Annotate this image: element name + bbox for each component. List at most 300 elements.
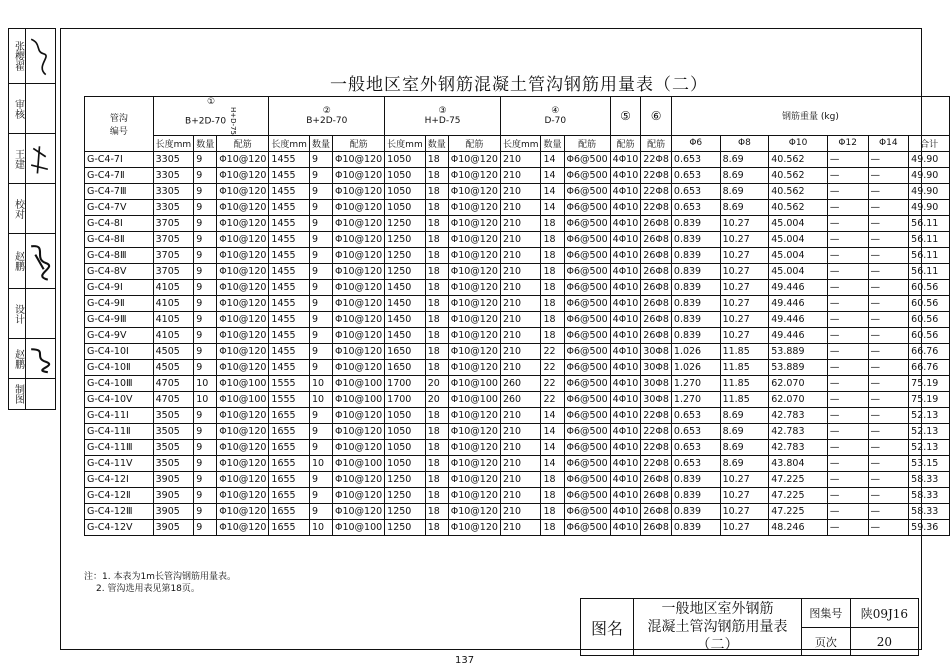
table-cell: 18 — [541, 263, 564, 279]
table-cell: 3905 — [153, 487, 194, 503]
table-cell: 22Φ8 — [641, 455, 672, 471]
table-cell: 14 — [541, 151, 564, 167]
table-cell: 58.33 — [909, 471, 950, 487]
table-cell: 4Φ10 — [610, 343, 641, 359]
table-cell: 58.33 — [909, 487, 950, 503]
table-row — [85, 407, 950, 423]
table-cell: 30Φ8 — [641, 391, 672, 407]
table-cell: Φ10@120 — [217, 359, 269, 375]
table-cell: 22Φ8 — [641, 199, 672, 215]
sidebar-cell — [9, 184, 55, 234]
table-cell: 10 — [309, 375, 332, 391]
table-cell: 1.026 — [671, 343, 720, 359]
table-cell: Φ10@120 — [217, 215, 269, 231]
table-cell: Φ6@500 — [564, 151, 610, 167]
table-cell: Φ10@120 — [448, 503, 500, 519]
table-cell: 210 — [500, 311, 541, 327]
table-cell: 1250 — [385, 263, 426, 279]
table-cell: 45.004 — [769, 231, 828, 247]
table-cell: 26Φ8 — [641, 519, 672, 535]
table-cell: 1650 — [385, 343, 426, 359]
table-cell: 4Φ10 — [610, 423, 641, 439]
table-cell: 60.56 — [909, 295, 950, 311]
table-cell: Φ6@500 — [564, 503, 610, 519]
table-cell: 49.90 — [909, 199, 950, 215]
table-cell: 1455 — [269, 343, 310, 359]
table-cell: 210 — [500, 359, 541, 375]
table-cell: 53.889 — [769, 343, 828, 359]
table-cell: 9 — [194, 487, 217, 503]
table-cell: 4105 — [153, 311, 194, 327]
table-cell: 22Φ8 — [641, 407, 672, 423]
table-cell: 10.27 — [720, 471, 769, 487]
table-cell: 9 — [309, 215, 332, 231]
table-cell: 49.90 — [909, 167, 950, 183]
row-code-cell: G-C4-10Ⅲ — [85, 375, 154, 391]
table-cell: 22 — [541, 391, 564, 407]
table-cell: 4Φ10 — [610, 327, 641, 343]
table-cell: 47.225 — [769, 487, 828, 503]
table-cell: 210 — [500, 455, 541, 471]
table-cell: — — [827, 439, 868, 455]
table-cell: 26Φ8 — [641, 327, 672, 343]
table-cell: 1050 — [385, 439, 426, 455]
table-cell: 42.783 — [769, 407, 828, 423]
table-cell: 8.69 — [720, 183, 769, 199]
table-cell: Φ10@120 — [448, 487, 500, 503]
table-cell: — — [827, 199, 868, 215]
table-cell: Φ10@120 — [448, 199, 500, 215]
table-cell: 9 — [194, 167, 217, 183]
table-cell: 1655 — [269, 487, 310, 503]
table-cell: — — [827, 503, 868, 519]
table-cell: 0.653 — [671, 455, 720, 471]
table-cell: 4Φ10 — [610, 183, 641, 199]
table-cell: 1455 — [269, 183, 310, 199]
table-cell: — — [827, 423, 868, 439]
table-cell: 22Φ8 — [641, 151, 672, 167]
table-row — [85, 327, 950, 343]
table-cell: 1655 — [269, 471, 310, 487]
table-cell: 18 — [425, 247, 448, 263]
table-cell: 1700 — [385, 391, 426, 407]
table-cell: 42.783 — [769, 439, 828, 455]
table-cell: 9 — [309, 327, 332, 343]
table-cell: — — [868, 471, 909, 487]
table-cell: 18 — [425, 199, 448, 215]
table-cell: Φ10@120 — [217, 263, 269, 279]
table-cell: — — [868, 487, 909, 503]
subheader-cell: Φ14 — [868, 135, 909, 151]
table-row — [85, 311, 950, 327]
table-cell: 18 — [541, 311, 564, 327]
table-cell: 56.11 — [909, 231, 950, 247]
table-cell: Φ10@100 — [217, 391, 269, 407]
table-cell: 4Φ10 — [610, 375, 641, 391]
titleblock-name-line: 混凝土管沟钢筋用量表（二） — [647, 619, 788, 653]
table-row — [85, 183, 950, 199]
table-cell: 9 — [309, 439, 332, 455]
table-cell: 22 — [541, 359, 564, 375]
table-cell: 0.839 — [671, 247, 720, 263]
table-cell: 26Φ8 — [641, 311, 672, 327]
sidebar-cell — [9, 289, 55, 339]
table-cell: 4Φ10 — [610, 151, 641, 167]
signature-image — [27, 343, 52, 376]
table-cell: Φ10@120 — [332, 439, 384, 455]
table-cell: 1050 — [385, 199, 426, 215]
table-cell: Φ10@120 — [448, 455, 500, 471]
table-cell: 9 — [194, 215, 217, 231]
row-code-cell: G-C4-8Ⅴ — [85, 263, 154, 279]
table-cell: 40.562 — [769, 183, 828, 199]
table-cell: Φ6@500 — [564, 279, 610, 295]
table-cell: 9 — [309, 151, 332, 167]
table-cell: 210 — [500, 167, 541, 183]
subheader-cell: 配筋 — [332, 135, 384, 151]
table-cell: 1455 — [269, 327, 310, 343]
table-cell: — — [868, 151, 909, 167]
table-cell: 30Φ8 — [641, 343, 672, 359]
table-cell: Φ10@120 — [217, 151, 269, 167]
table-cell: 1555 — [269, 375, 310, 391]
page-number: 137 — [455, 655, 475, 666]
table-cell: 1050 — [385, 455, 426, 471]
table-row — [85, 519, 950, 535]
table-cell: Φ10@120 — [448, 519, 500, 535]
table-cell: — — [868, 423, 909, 439]
table-cell: Φ10@120 — [217, 199, 269, 215]
table-cell: 9 — [194, 327, 217, 343]
table-cell: 1455 — [269, 295, 310, 311]
table-cell: 14 — [541, 455, 564, 471]
table-cell: 9 — [194, 343, 217, 359]
table-cell: 9 — [309, 279, 332, 295]
table-row — [85, 215, 950, 231]
table-cell: 4Φ10 — [610, 215, 641, 231]
row-code-cell: G-C4-11Ⅰ — [85, 407, 154, 423]
subheader-cell: Φ6 — [671, 135, 720, 151]
table-cell: Φ10@120 — [217, 519, 269, 535]
table-cell: Φ10@120 — [448, 151, 500, 167]
table-cell: 10.27 — [720, 487, 769, 503]
table-cell: 9 — [194, 279, 217, 295]
table-cell: 52.13 — [909, 423, 950, 439]
table-cell: 4Φ10 — [610, 439, 641, 455]
table-cell: 9 — [194, 247, 217, 263]
subheader-cell: 合计 — [909, 135, 950, 151]
table-cell: 4Φ10 — [610, 279, 641, 295]
table-cell: 3505 — [153, 439, 194, 455]
table-cell: Φ10@120 — [217, 471, 269, 487]
table-cell: 0.839 — [671, 215, 720, 231]
table-cell: 10.27 — [720, 279, 769, 295]
approval-sidebar — [8, 28, 56, 410]
table-cell: 210 — [500, 487, 541, 503]
table-cell: 18 — [425, 151, 448, 167]
table-cell: 18 — [425, 423, 448, 439]
group-number: ③ — [438, 105, 447, 116]
table-cell: — — [827, 279, 868, 295]
sidebar-cell — [9, 84, 55, 134]
table-cell: 9 — [194, 231, 217, 247]
table-cell: — — [868, 263, 909, 279]
header-row — [85, 97, 950, 136]
table-row — [85, 423, 950, 439]
table-cell: 260 — [500, 375, 541, 391]
table-cell: 1455 — [269, 215, 310, 231]
table-cell: 9 — [194, 407, 217, 423]
table-cell: — — [827, 487, 868, 503]
table-cell: Φ10@120 — [332, 279, 384, 295]
table-cell: 9 — [309, 503, 332, 519]
table-cell: — — [827, 375, 868, 391]
sidebar-cell — [9, 134, 55, 184]
table-cell: 1050 — [385, 423, 426, 439]
table-cell: 3905 — [153, 471, 194, 487]
row-code-cell: G-C4-7Ⅰ — [85, 151, 154, 167]
table-cell: 9 — [309, 471, 332, 487]
table-row — [85, 471, 950, 487]
table-row — [85, 391, 950, 407]
table-cell: 60.56 — [909, 279, 950, 295]
table-cell: 1655 — [269, 455, 310, 471]
table-cell: Φ10@120 — [448, 279, 500, 295]
table-cell: 30Φ8 — [641, 375, 672, 391]
table-cell: 10 — [194, 391, 217, 407]
table-cell: 22Φ8 — [641, 439, 672, 455]
table-cell: 3305 — [153, 199, 194, 215]
table-cell: Φ10@120 — [217, 295, 269, 311]
table-cell: 1250 — [385, 487, 426, 503]
table-cell: — — [868, 343, 909, 359]
signature-image — [27, 33, 52, 81]
table-cell: Φ6@500 — [564, 407, 610, 423]
col-group-2 — [269, 97, 385, 136]
table-cell: 0.839 — [671, 471, 720, 487]
table-cell: 210 — [500, 151, 541, 167]
row-code-cell: G-C4-8Ⅱ — [85, 231, 154, 247]
table-cell: Φ10@120 — [332, 247, 384, 263]
table-cell: 210 — [500, 279, 541, 295]
table-row — [85, 247, 950, 263]
table-cell: 18 — [541, 327, 564, 343]
table-cell: 62.070 — [769, 375, 828, 391]
sidebar-label: 张樱翟 — [11, 29, 26, 83]
table-cell: 4Φ10 — [610, 519, 641, 535]
table-row — [85, 359, 950, 375]
table-cell: 22 — [541, 343, 564, 359]
table-cell: 3505 — [153, 423, 194, 439]
table-cell: 1455 — [269, 263, 310, 279]
table-cell: 10 — [309, 519, 332, 535]
table-cell: 10 — [309, 391, 332, 407]
group-formula: B+2D-70 — [306, 115, 348, 126]
subheader-cell: Φ8 — [720, 135, 769, 151]
sidebar-cell — [9, 234, 55, 289]
table-cell: 3705 — [153, 247, 194, 263]
table-cell: 1450 — [385, 311, 426, 327]
table-cell: Φ10@120 — [217, 183, 269, 199]
table-cell: 49.446 — [769, 279, 828, 295]
row-code-cell: G-C4-11Ⅱ — [85, 423, 154, 439]
table-cell: 18 — [541, 231, 564, 247]
table-cell: 10.27 — [720, 215, 769, 231]
table-cell: 210 — [500, 199, 541, 215]
table-cell: 9 — [194, 295, 217, 311]
table-cell: 0.839 — [671, 327, 720, 343]
group-side-formula: H+D-75 — [229, 107, 237, 135]
table-cell: 26Φ8 — [641, 471, 672, 487]
table-cell: Φ6@500 — [564, 343, 610, 359]
table-cell: Φ6@500 — [564, 327, 610, 343]
table-cell: 45.004 — [769, 247, 828, 263]
table-cell: 53.889 — [769, 359, 828, 375]
table-cell: 9 — [309, 231, 332, 247]
table-cell: 1.026 — [671, 359, 720, 375]
table-cell: 4Φ10 — [610, 407, 641, 423]
table-cell: 26Φ8 — [641, 279, 672, 295]
table-cell: 26Φ8 — [641, 487, 672, 503]
table-cell: 18 — [425, 471, 448, 487]
table-cell: 18 — [541, 487, 564, 503]
table-cell: 4Φ10 — [610, 311, 641, 327]
table-cell: — — [868, 311, 909, 327]
table-cell: Φ6@500 — [564, 359, 610, 375]
table-cell: 0.839 — [671, 295, 720, 311]
table-cell: 47.225 — [769, 503, 828, 519]
table-cell: 14 — [541, 423, 564, 439]
table-cell: 49.446 — [769, 327, 828, 343]
table-cell: 1455 — [269, 311, 310, 327]
table-cell: 11.85 — [720, 391, 769, 407]
table-cell: Φ10@120 — [448, 423, 500, 439]
table-cell: 260 — [500, 391, 541, 407]
row-code-cell: G-C4-8Ⅰ — [85, 215, 154, 231]
table-cell: 40.562 — [769, 167, 828, 183]
table-cell: 1250 — [385, 519, 426, 535]
col-group-6: ⑥ — [641, 97, 672, 136]
table-cell: 1050 — [385, 407, 426, 423]
table-cell: 11.85 — [720, 343, 769, 359]
table-cell: — — [868, 231, 909, 247]
table-cell: 4705 — [153, 375, 194, 391]
table-cell: 48.246 — [769, 519, 828, 535]
table-cell: 210 — [500, 183, 541, 199]
table-cell: 14 — [541, 439, 564, 455]
table-cell: 9 — [194, 519, 217, 535]
col-group-3 — [385, 97, 501, 136]
table-cell: 40.562 — [769, 151, 828, 167]
table-cell: 210 — [500, 215, 541, 231]
table-cell: 210 — [500, 343, 541, 359]
row-code-cell: G-C4-9Ⅲ — [85, 311, 154, 327]
table-cell: 9 — [194, 455, 217, 471]
row-code-cell: G-C4-10Ⅱ — [85, 359, 154, 375]
table-cell: Φ10@120 — [332, 343, 384, 359]
table-cell: Φ6@500 — [564, 167, 610, 183]
table-cell: — — [827, 359, 868, 375]
table-cell: 210 — [500, 519, 541, 535]
table-cell: Φ10@120 — [332, 311, 384, 327]
table-cell: Φ10@100 — [448, 375, 500, 391]
table-row — [85, 503, 950, 519]
table-cell: Φ10@100 — [332, 391, 384, 407]
table-cell: — — [868, 167, 909, 183]
table-cell: 9 — [309, 295, 332, 311]
table-cell: 4Φ10 — [610, 295, 641, 311]
table-cell: 210 — [500, 407, 541, 423]
table-cell: 10.27 — [720, 311, 769, 327]
table-cell: Φ10@120 — [217, 423, 269, 439]
table-cell: 26Φ8 — [641, 295, 672, 311]
table-cell: Φ10@120 — [332, 359, 384, 375]
subheader-cell: 长度mm — [385, 135, 426, 151]
table-cell: 9 — [194, 151, 217, 167]
table-cell: 9 — [194, 263, 217, 279]
row-code-cell: G-C4-12Ⅱ — [85, 487, 154, 503]
table-cell: 1250 — [385, 471, 426, 487]
table-cell: — — [868, 295, 909, 311]
table-cell: 10.27 — [720, 327, 769, 343]
table-cell: 1450 — [385, 279, 426, 295]
table-cell: 18 — [425, 327, 448, 343]
sidebar-label: 王建 — [11, 134, 26, 183]
table-cell: — — [868, 279, 909, 295]
table-cell: 1250 — [385, 215, 426, 231]
table-cell: 49.90 — [909, 183, 950, 199]
table-cell: 18 — [425, 231, 448, 247]
sidebar-label: 校对 — [11, 184, 26, 233]
table-cell: 1455 — [269, 231, 310, 247]
table-cell: 10.27 — [720, 263, 769, 279]
table-cell: Φ10@100 — [217, 375, 269, 391]
sidebar-cell — [9, 339, 55, 379]
table-cell: 1655 — [269, 503, 310, 519]
table-cell: 18 — [425, 455, 448, 471]
table-cell: 4705 — [153, 391, 194, 407]
table-cell: 0.653 — [671, 167, 720, 183]
table-cell: Φ10@120 — [448, 407, 500, 423]
table-cell: Φ10@120 — [332, 231, 384, 247]
table-cell: 14 — [541, 407, 564, 423]
table-cell: 8.69 — [720, 455, 769, 471]
table-cell: 1.270 — [671, 391, 720, 407]
table-cell: 1050 — [385, 183, 426, 199]
table-cell: 8.69 — [720, 151, 769, 167]
table-cell: Φ10@120 — [332, 327, 384, 343]
table-cell: Φ6@500 — [564, 391, 610, 407]
table-cell: 3305 — [153, 151, 194, 167]
table-cell: 18 — [425, 311, 448, 327]
table-cell: 14 — [541, 199, 564, 215]
table-cell: — — [827, 519, 868, 535]
header-text: 管沟 — [109, 113, 128, 124]
titleblock-name-line: 一般地区室外钢筋 — [661, 601, 774, 617]
group-number: ① — [206, 97, 216, 107]
subheader-cell: 数量 — [309, 135, 332, 151]
table-cell: 4105 — [153, 279, 194, 295]
row-code-cell: G-C4-9Ⅴ — [85, 327, 154, 343]
table-cell: — — [827, 247, 868, 263]
table-cell: 3305 — [153, 183, 194, 199]
table-cell: — — [827, 311, 868, 327]
titleblock-label: 图名 — [581, 599, 634, 656]
table-cell: 49.446 — [769, 295, 828, 311]
table-cell: Φ10@120 — [217, 231, 269, 247]
table-cell: Φ10@120 — [332, 407, 384, 423]
table-cell: Φ6@500 — [564, 439, 610, 455]
